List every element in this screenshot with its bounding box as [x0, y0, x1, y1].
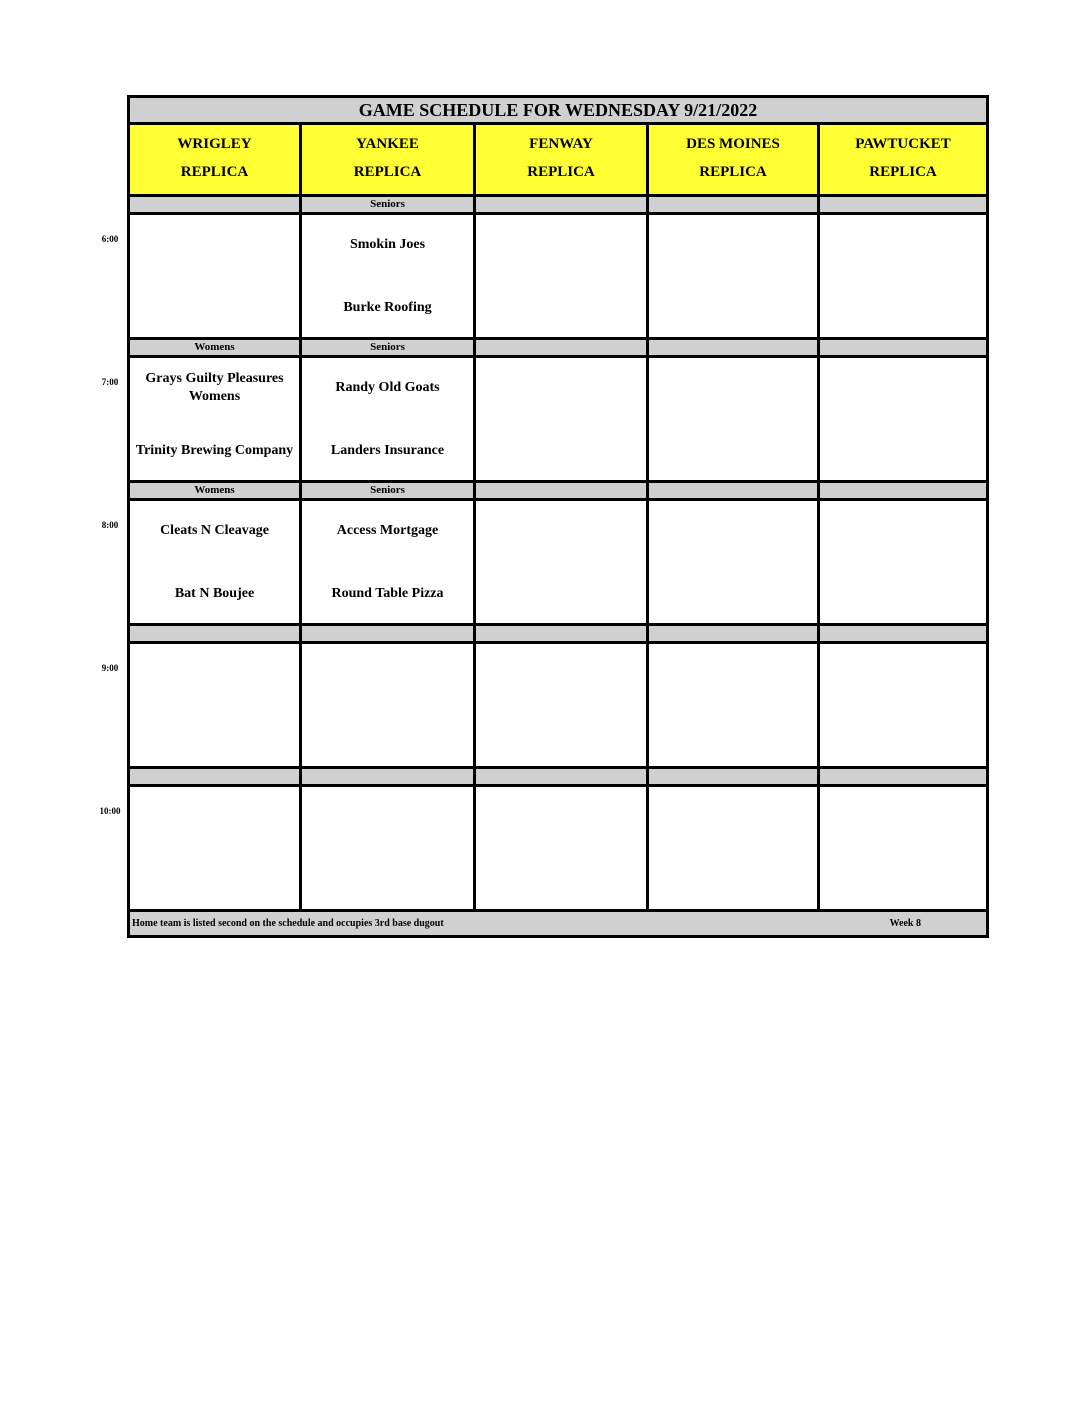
home-team [653, 431, 813, 471]
field-header [130, 125, 299, 194]
away-team [824, 225, 982, 265]
division-label [649, 197, 817, 212]
division-label [649, 483, 817, 498]
game-cell [476, 644, 646, 766]
away-team [480, 797, 642, 837]
home-team [134, 288, 295, 328]
game-cell [820, 501, 986, 623]
field-name: YANKEE [356, 136, 419, 152]
division-label [649, 626, 817, 641]
game-cell [476, 787, 646, 909]
home-team [306, 717, 469, 757]
division-label: Seniors [302, 483, 473, 498]
home-team [480, 431, 642, 471]
away-team [653, 368, 813, 408]
footer-bar [130, 912, 986, 935]
away-team: Smokin Joes [349, 237, 426, 252]
division-label [130, 769, 299, 784]
home-team [653, 574, 813, 614]
division-label [649, 340, 817, 355]
game-cell [302, 358, 473, 480]
game-cell [302, 644, 473, 766]
game-cell [649, 215, 817, 337]
game-cell [649, 787, 817, 909]
division-label: Seniors [302, 340, 473, 355]
field-name: WRIGLEY [177, 136, 252, 152]
division-label [130, 626, 299, 641]
home-team [480, 860, 642, 900]
field-header [649, 125, 817, 194]
game-cell [649, 644, 817, 766]
away-team: Cleats N Cleavage [160, 523, 269, 538]
home-team [824, 431, 982, 471]
away-team [824, 511, 982, 551]
division-label [302, 769, 473, 784]
schedule-grid [127, 95, 989, 938]
field-type: REPLICA [869, 164, 937, 180]
home-team [824, 717, 982, 757]
home-team [824, 574, 982, 614]
game-cell [302, 215, 473, 337]
division-label: Seniors [302, 197, 473, 212]
game-cell [476, 358, 646, 480]
home-team [653, 288, 813, 328]
away-team [134, 654, 295, 694]
away-team: Grays Guilty Pleasures Womens [145, 371, 284, 404]
away-team [653, 797, 813, 837]
field-header [302, 125, 473, 194]
division-label [820, 626, 986, 641]
away-team [306, 654, 469, 694]
division-label: Womens [130, 340, 299, 355]
division-label [476, 197, 646, 212]
division-label [820, 197, 986, 212]
division-label [476, 769, 646, 784]
field-header [820, 125, 986, 194]
schedule-title: GAME SCHEDULE FOR WEDNESDAY 9/21/2022 [130, 98, 986, 122]
away-team: Access Mortgage [336, 523, 439, 538]
division-label: Womens [130, 483, 299, 498]
away-team [653, 511, 813, 551]
home-team: Burke Roofing [343, 300, 432, 315]
time-label: 9:00 [101, 663, 119, 673]
footer-note: Home team is listed second on the schedule and occupies 3rd base dugout [132, 918, 444, 929]
game-cell [476, 501, 646, 623]
division-label [476, 340, 646, 355]
game-cell [476, 215, 646, 337]
home-team [134, 860, 295, 900]
game-cell [820, 787, 986, 909]
division-label [302, 626, 473, 641]
game-cell [820, 644, 986, 766]
home-team [653, 717, 813, 757]
field-name: DES MOINES [686, 136, 780, 152]
field-type: REPLICA [699, 164, 767, 180]
division-label [820, 483, 986, 498]
time-label: 6:00 [101, 234, 119, 244]
division-label [820, 769, 986, 784]
home-team [480, 574, 642, 614]
time-label: 8:00 [101, 520, 119, 530]
away-team [480, 368, 642, 408]
home-team: Landers Insurance [330, 443, 445, 458]
away-team [653, 225, 813, 265]
away-team [480, 654, 642, 694]
away-team [306, 797, 469, 837]
division-label [649, 769, 817, 784]
game-cell [130, 644, 299, 766]
game-cell [130, 501, 299, 623]
away-team: Randy Old Goats [335, 380, 440, 395]
division-label [130, 197, 299, 212]
away-team [824, 797, 982, 837]
game-cell [130, 215, 299, 337]
away-team [134, 797, 295, 837]
time-label: 10:00 [99, 806, 121, 816]
division-label [476, 626, 646, 641]
home-team [653, 860, 813, 900]
week-label: Week 8 [889, 918, 921, 929]
home-team [824, 288, 982, 328]
field-name: PAWTUCKET [855, 136, 951, 152]
game-cell [302, 501, 473, 623]
game-cell [130, 358, 299, 480]
game-cell [302, 787, 473, 909]
home-team [824, 860, 982, 900]
home-team: Round Table Pizza [331, 586, 444, 601]
division-label [820, 340, 986, 355]
division-label [476, 483, 646, 498]
away-team [824, 368, 982, 408]
away-team [134, 225, 295, 265]
game-cell [649, 358, 817, 480]
time-label: 7:00 [101, 377, 119, 387]
home-team [134, 717, 295, 757]
field-type: REPLICA [353, 164, 422, 180]
field-type: REPLICA [527, 164, 595, 180]
home-team: Trinity Brewing Company [135, 443, 294, 458]
field-name: FENWAY [529, 136, 593, 152]
field-type: REPLICA [180, 164, 249, 180]
game-cell [130, 787, 299, 909]
home-team: Bat N Boujee [174, 586, 255, 601]
home-team [306, 860, 469, 900]
home-team [480, 717, 642, 757]
away-team [824, 654, 982, 694]
away-team [480, 511, 642, 551]
game-cell [820, 358, 986, 480]
away-team [653, 654, 813, 694]
field-header [476, 125, 646, 194]
game-cell [649, 501, 817, 623]
game-cell [820, 215, 986, 337]
away-team [480, 225, 642, 265]
home-team [480, 288, 642, 328]
